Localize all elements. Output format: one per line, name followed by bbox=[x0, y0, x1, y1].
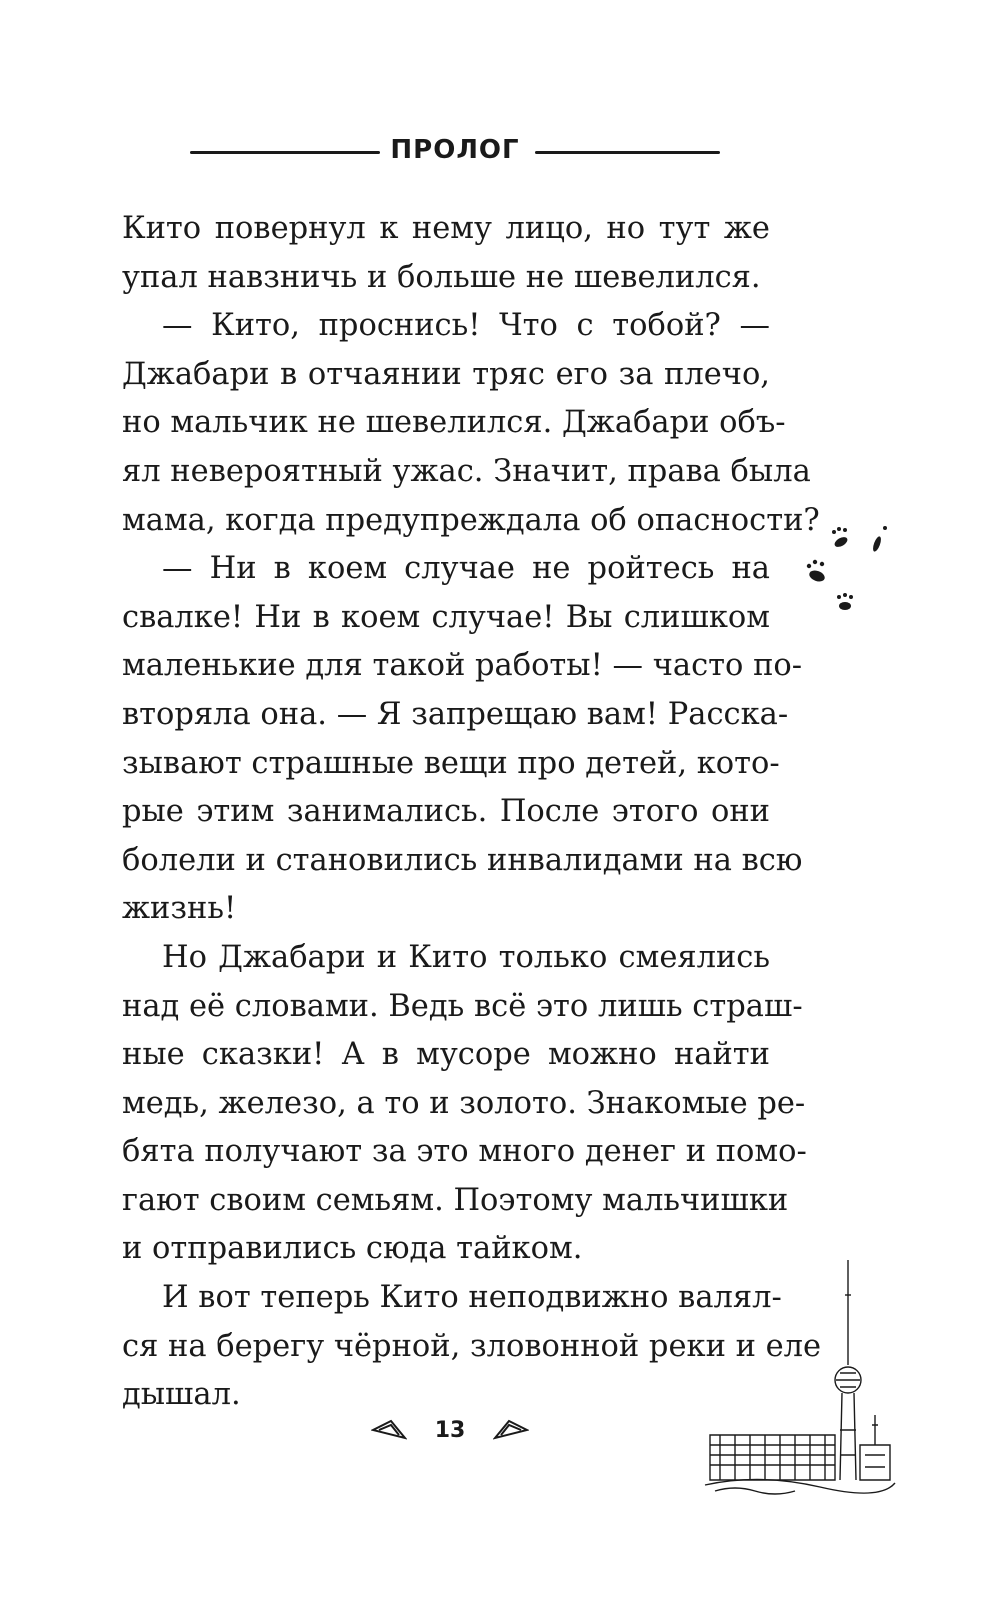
text-line: гают своим семьям. Поэтому мальчишки bbox=[122, 1182, 789, 1218]
text-line: — Ни в коем случае не ройтесь на bbox=[162, 551, 770, 587]
chapter-title: ПРОЛОГ bbox=[390, 135, 520, 165]
text-line: Но Джабари и Кито только смеялись bbox=[162, 939, 770, 975]
page-footer bbox=[370, 1410, 530, 1450]
text-line: Джабари в отчаянии тряс его за плечо, bbox=[122, 356, 770, 392]
text-line: медь, железо, а то и золото. Знакомые ре- bbox=[122, 1085, 806, 1121]
text-line: — Кито, проснись! Что с тобой? — bbox=[162, 308, 770, 344]
chapter-header bbox=[190, 130, 720, 170]
text-line: дышал. bbox=[122, 1377, 241, 1413]
text-line: ные сказки! А в мусоре можно найти bbox=[122, 1037, 770, 1073]
ornament-left-icon bbox=[371, 1418, 407, 1442]
header-rule-left bbox=[190, 151, 380, 154]
pawprints-decoration bbox=[795, 520, 905, 620]
tv-tower-illustration bbox=[700, 1255, 900, 1495]
text-line: ял невероятный ужас. Значит, права была bbox=[122, 453, 811, 489]
text-line: Кито повернул к нему лицо, но тут же bbox=[122, 211, 770, 246]
text-line: но мальчик не шевелился. Джабари объ- bbox=[122, 405, 786, 441]
text-line: болели и становились инвалидами на всю bbox=[122, 842, 803, 878]
header-rule-right bbox=[535, 151, 720, 154]
text-line: ся на берегу чёрной, зловонной реки и еле bbox=[122, 1328, 822, 1364]
text-line: рые этим занимались. После этого они bbox=[122, 794, 770, 830]
text-line: жизнь! bbox=[122, 891, 237, 927]
text-line: упал навзничь и больше не шевелился. bbox=[122, 259, 761, 295]
text-line: вторяла она. — Я запрещаю вам! Расска- bbox=[122, 696, 789, 732]
text-line: и отправились сюда тайком. bbox=[122, 1231, 583, 1267]
text-line: И вот теперь Кито неподвижно валял- bbox=[162, 1280, 782, 1316]
text-line: маленькие для такой работы! — часто по- bbox=[122, 648, 803, 684]
text-line: над её словами. Ведь всё это лишь страш- bbox=[122, 988, 803, 1024]
ornament-right-icon bbox=[493, 1418, 529, 1442]
text-line: зывают страшные вещи про детей, кото- bbox=[122, 745, 780, 781]
text-line: бята получают за это много денег и помо- bbox=[122, 1134, 807, 1170]
page-number: 13 bbox=[434, 1417, 466, 1443]
text-line: свалке! Ни в коем случае! Вы слишком bbox=[122, 599, 770, 635]
body-text bbox=[122, 205, 822, 1420]
text-line: мама, когда предупреждала об опасности? bbox=[122, 502, 820, 538]
